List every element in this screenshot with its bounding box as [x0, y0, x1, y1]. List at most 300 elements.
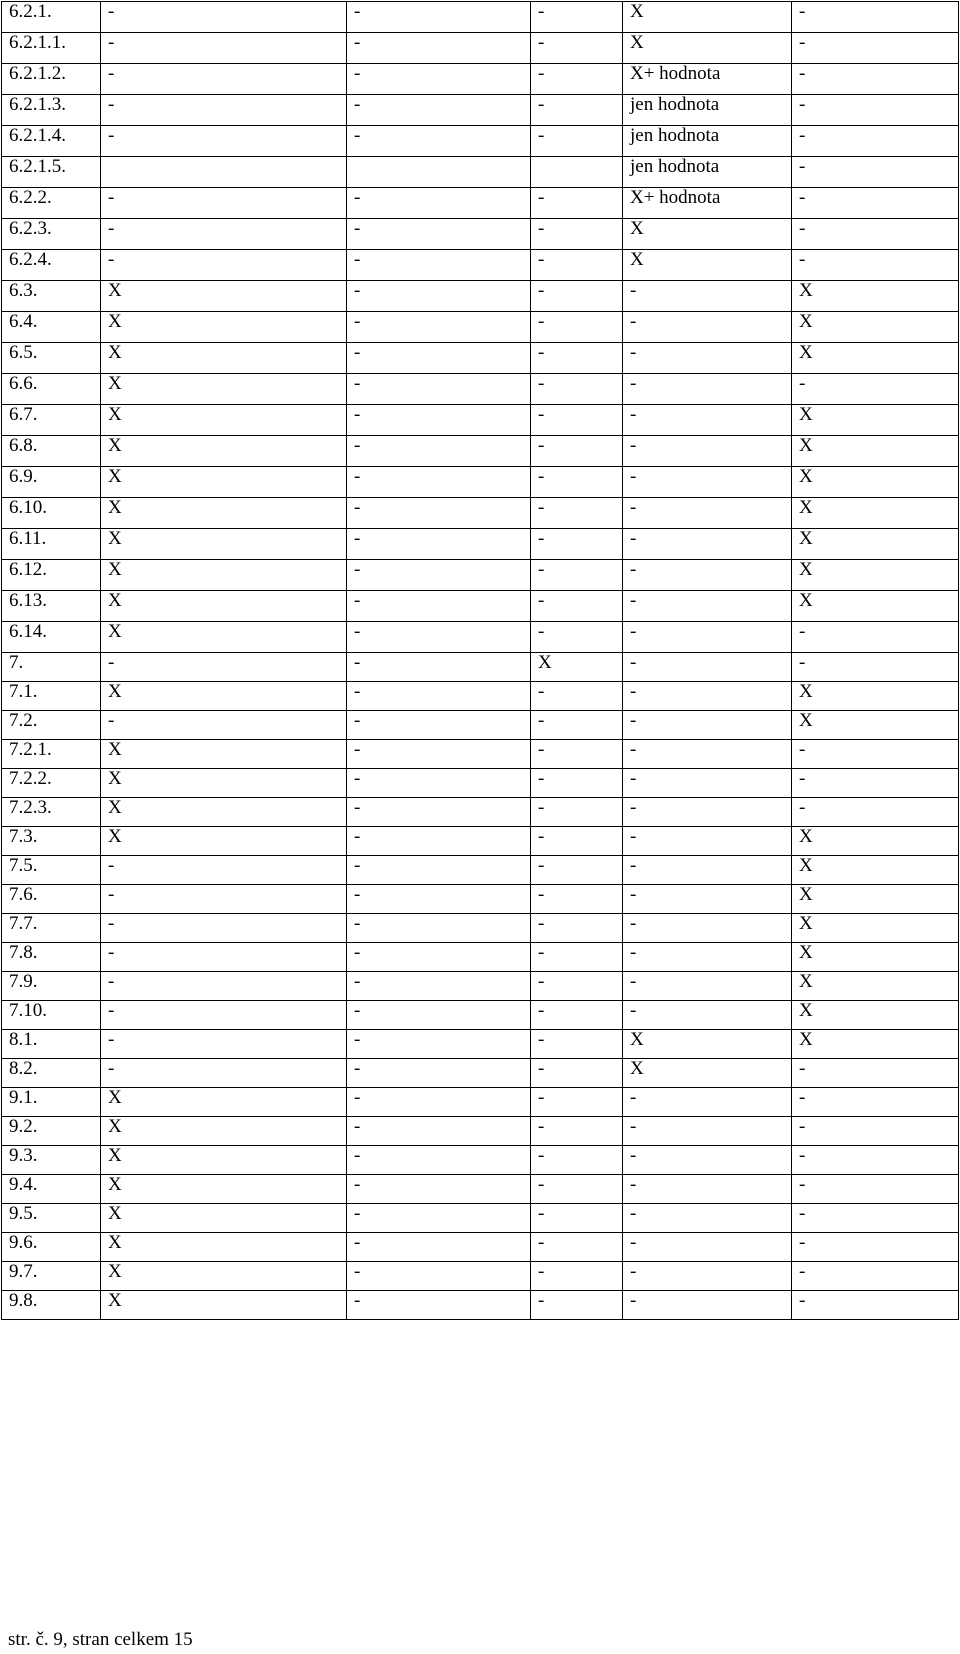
table-cell: -: [623, 682, 792, 711]
table-cell: X: [101, 312, 347, 343]
table-cell: -: [347, 281, 531, 312]
row-id-cell: 6.3.: [2, 281, 101, 312]
table-row: [2, 95, 959, 126]
table-cell: -: [623, 914, 792, 943]
table-cell: [101, 157, 347, 188]
table-cell: -: [347, 2, 531, 33]
table-cell: -: [623, 769, 792, 798]
table-cell: -: [531, 914, 623, 943]
table-cell: -: [623, 1175, 792, 1204]
table-cell: -: [623, 856, 792, 885]
table-cell: -: [347, 95, 531, 126]
table-cell: -: [531, 219, 623, 250]
table-cell: -: [347, 498, 531, 529]
row-id-cell: 6.4.: [2, 312, 101, 343]
table-cell: X: [623, 219, 792, 250]
table-cell: -: [623, 1146, 792, 1175]
table-row: [2, 1291, 959, 1320]
table-cell: X: [101, 1204, 347, 1233]
table-cell: -: [531, 560, 623, 591]
table-row: [2, 250, 959, 281]
row-id-cell: 7.6.: [2, 885, 101, 914]
row-id-cell: 6.13.: [2, 591, 101, 622]
table-cell: -: [531, 740, 623, 769]
table-row: [2, 2, 959, 33]
row-id-cell: 7.1.: [2, 682, 101, 711]
table-cell: -: [623, 498, 792, 529]
table-cell: -: [623, 1088, 792, 1117]
table-cell: X: [101, 405, 347, 436]
table-row: [2, 1233, 959, 1262]
table-cell: -: [101, 1030, 347, 1059]
table-cell: X: [101, 1175, 347, 1204]
table-cell: -: [531, 943, 623, 972]
table-row: [2, 436, 959, 467]
table-row: [2, 653, 959, 682]
row-id-cell: 9.6.: [2, 1233, 101, 1262]
table-cell: -: [101, 126, 347, 157]
table-cell: -: [347, 1088, 531, 1117]
table-row: [2, 374, 959, 405]
row-id-cell: 6.2.1.4.: [2, 126, 101, 157]
table-cell: X: [101, 1088, 347, 1117]
table-row: [2, 1204, 959, 1233]
table-cell: X: [792, 682, 959, 711]
table-row: [2, 281, 959, 312]
table-cell: -: [623, 436, 792, 467]
row-id-cell: 9.1.: [2, 1088, 101, 1117]
table-row: [2, 943, 959, 972]
table-cell: [531, 157, 623, 188]
table-row: [2, 914, 959, 943]
row-id-cell: 7.8.: [2, 943, 101, 972]
row-id-cell: 6.14.: [2, 622, 101, 653]
table-cell: X: [101, 281, 347, 312]
table-cell: -: [792, 1088, 959, 1117]
row-id-cell: 6.2.1.1.: [2, 33, 101, 64]
table-cell: X: [792, 529, 959, 560]
table-cell: -: [531, 64, 623, 95]
table-row: [2, 1088, 959, 1117]
row-id-cell: 6.2.3.: [2, 219, 101, 250]
table-cell: X: [623, 33, 792, 64]
table-cell: -: [531, 529, 623, 560]
table-cell: -: [792, 1204, 959, 1233]
table-cell: X: [101, 1233, 347, 1262]
table-cell: -: [531, 2, 623, 33]
table-row: [2, 740, 959, 769]
table-row: [2, 827, 959, 856]
table-cell: -: [101, 33, 347, 64]
table-cell: -: [792, 622, 959, 653]
row-id-cell: 6.2.2.: [2, 188, 101, 219]
table-cell: X: [792, 856, 959, 885]
table-cell: -: [623, 560, 792, 591]
row-id-cell: 7.2.2.: [2, 769, 101, 798]
table-cell: -: [623, 972, 792, 1001]
table-cell: -: [531, 467, 623, 498]
table-cell: -: [101, 653, 347, 682]
table-cell: X: [792, 498, 959, 529]
table-cell: -: [531, 1117, 623, 1146]
table-row: [2, 560, 959, 591]
table-cell: X: [101, 560, 347, 591]
table-cell: -: [623, 622, 792, 653]
row-id-cell: 7.2.: [2, 711, 101, 740]
table-cell: -: [101, 1059, 347, 1088]
table-cell: X: [101, 343, 347, 374]
table-cell: -: [531, 312, 623, 343]
table-cell: -: [347, 64, 531, 95]
page-number-footer: str. č. 9, stran celkem 15: [8, 1629, 193, 1650]
table-cell: -: [347, 622, 531, 653]
table-cell: X: [792, 312, 959, 343]
table-cell: X: [101, 1291, 347, 1320]
table-row: [2, 188, 959, 219]
table-row: [2, 1001, 959, 1030]
row-id-cell: 6.2.1.3.: [2, 95, 101, 126]
table-cell: -: [792, 1262, 959, 1291]
table-cell: -: [347, 885, 531, 914]
table-row: [2, 885, 959, 914]
table-cell: -: [531, 1030, 623, 1059]
table-cell: X: [792, 943, 959, 972]
table-cell: -: [792, 1117, 959, 1146]
table-cell: -: [347, 436, 531, 467]
row-id-cell: 6.8.: [2, 436, 101, 467]
table-cell: -: [347, 711, 531, 740]
table-cell: X: [792, 467, 959, 498]
table-cell: -: [347, 591, 531, 622]
table-row: [2, 591, 959, 622]
table-cell: -: [531, 1291, 623, 1320]
table-cell: -: [347, 33, 531, 64]
row-id-cell: 9.7.: [2, 1262, 101, 1291]
row-id-cell: 7.3.: [2, 827, 101, 856]
row-id-cell: 7.2.3.: [2, 798, 101, 827]
table-cell: -: [347, 219, 531, 250]
table-cell: X: [792, 591, 959, 622]
table-cell: -: [347, 653, 531, 682]
table-cell: -: [531, 33, 623, 64]
table-cell: X: [101, 798, 347, 827]
table-row: [2, 972, 959, 1001]
table-cell: X: [792, 827, 959, 856]
table-cell: -: [347, 312, 531, 343]
table-row: [2, 1146, 959, 1175]
table-cell: -: [531, 1001, 623, 1030]
table-cell: -: [347, 467, 531, 498]
table-cell: -: [347, 943, 531, 972]
table-cell: -: [531, 1059, 623, 1088]
table-cell: -: [531, 188, 623, 219]
table-cell: -: [623, 467, 792, 498]
table-row: [2, 157, 959, 188]
table-row: [2, 622, 959, 653]
table-cell: -: [347, 1175, 531, 1204]
table-cell: -: [531, 798, 623, 827]
table-cell: -: [347, 827, 531, 856]
table-cell: -: [531, 885, 623, 914]
row-id-cell: 6.6.: [2, 374, 101, 405]
table-cell: -: [101, 711, 347, 740]
table-cell: -: [531, 1233, 623, 1262]
table-cell: X: [101, 436, 347, 467]
table-cell: X: [101, 769, 347, 798]
table-cell: -: [347, 1117, 531, 1146]
table-cell: X: [101, 827, 347, 856]
table-cell: -: [623, 1001, 792, 1030]
table-cell: -: [347, 769, 531, 798]
table-cell: X: [101, 591, 347, 622]
table-cell: -: [347, 972, 531, 1001]
row-id-cell: 6.7.: [2, 405, 101, 436]
table-row: [2, 312, 959, 343]
table-cell: X: [101, 1146, 347, 1175]
table-cell: -: [623, 1291, 792, 1320]
table-cell: -: [347, 798, 531, 827]
table-cell: -: [623, 281, 792, 312]
table-cell: -: [101, 943, 347, 972]
table-cell: -: [347, 1204, 531, 1233]
table-cell: -: [623, 798, 792, 827]
table-cell: X: [623, 1030, 792, 1059]
table-cell: -: [347, 1030, 531, 1059]
table-cell: -: [623, 653, 792, 682]
table-cell: X: [531, 653, 623, 682]
table-cell: -: [531, 374, 623, 405]
table-row: [2, 711, 959, 740]
table-row: [2, 529, 959, 560]
table-cell: -: [101, 2, 347, 33]
table-row: [2, 1059, 959, 1088]
table-cell: -: [531, 95, 623, 126]
table-row: [2, 1030, 959, 1059]
table-cell: -: [792, 653, 959, 682]
table-cell: -: [531, 1262, 623, 1291]
table-row: [2, 769, 959, 798]
table-cell: X: [623, 2, 792, 33]
table-cell: -: [347, 374, 531, 405]
table-cell: -: [101, 914, 347, 943]
table-row: [2, 498, 959, 529]
table-cell: X: [792, 281, 959, 312]
table-cell: -: [792, 769, 959, 798]
table-cell: -: [531, 827, 623, 856]
table-cell: X: [101, 374, 347, 405]
table-cell: -: [623, 1262, 792, 1291]
table-cell: -: [792, 250, 959, 281]
row-id-cell: 8.1.: [2, 1030, 101, 1059]
table-cell: -: [347, 529, 531, 560]
table-cell: -: [347, 740, 531, 769]
table-cell: -: [531, 250, 623, 281]
table-cell: -: [531, 281, 623, 312]
table-cell: X: [623, 250, 792, 281]
table-row: [2, 219, 959, 250]
table-cell: -: [623, 711, 792, 740]
row-id-cell: 6.2.1.2.: [2, 64, 101, 95]
table-cell: jen hodnota: [623, 157, 792, 188]
table-row: [2, 64, 959, 95]
table-cell: -: [623, 885, 792, 914]
row-id-cell: 6.10.: [2, 498, 101, 529]
table-cell: -: [531, 711, 623, 740]
table-cell: -: [347, 343, 531, 374]
table-cell: X: [623, 1059, 792, 1088]
table-cell: X: [101, 467, 347, 498]
table-row: [2, 856, 959, 885]
table-cell: -: [347, 250, 531, 281]
table-cell: -: [792, 740, 959, 769]
table-cell: X: [101, 740, 347, 769]
row-id-cell: 8.2.: [2, 1059, 101, 1088]
row-id-cell: 6.11.: [2, 529, 101, 560]
table-cell: -: [792, 1233, 959, 1262]
table-row: [2, 798, 959, 827]
table-cell: X: [792, 885, 959, 914]
table-cell: X: [101, 1117, 347, 1146]
row-id-cell: 9.2.: [2, 1117, 101, 1146]
table-cell: jen hodnota: [623, 95, 792, 126]
table-cell: -: [531, 405, 623, 436]
table-cell: -: [623, 1233, 792, 1262]
table-cell: -: [531, 1088, 623, 1117]
table-cell: -: [347, 1291, 531, 1320]
table-row: [2, 682, 959, 711]
table-cell: -: [531, 1146, 623, 1175]
table-cell: X: [101, 529, 347, 560]
table-cell: [347, 157, 531, 188]
table-cell: -: [101, 95, 347, 126]
row-id-cell: 6.2.1.5.: [2, 157, 101, 188]
table-cell: -: [347, 188, 531, 219]
table-cell: -: [347, 126, 531, 157]
table-cell: -: [531, 126, 623, 157]
table-cell: -: [101, 856, 347, 885]
table-cell: -: [792, 798, 959, 827]
table-cell: -: [531, 436, 623, 467]
table-cell: X: [792, 405, 959, 436]
table-cell: -: [792, 219, 959, 250]
table-row: [2, 33, 959, 64]
row-id-cell: 9.5.: [2, 1204, 101, 1233]
table-cell: -: [101, 972, 347, 1001]
table-cell: -: [531, 622, 623, 653]
row-id-cell: 9.4.: [2, 1175, 101, 1204]
table-cell: -: [792, 1291, 959, 1320]
table-cell: -: [623, 591, 792, 622]
table-cell: -: [101, 250, 347, 281]
table-cell: X: [792, 972, 959, 1001]
table-cell: -: [623, 1117, 792, 1146]
table-cell: -: [347, 856, 531, 885]
table-cell: -: [531, 498, 623, 529]
table-row: [2, 405, 959, 436]
table-cell: X: [792, 1030, 959, 1059]
table-cell: -: [623, 827, 792, 856]
table-cell: -: [792, 188, 959, 219]
row-id-cell: 6.12.: [2, 560, 101, 591]
table-cell: -: [347, 1059, 531, 1088]
table-cell: -: [531, 591, 623, 622]
table-cell: -: [792, 1175, 959, 1204]
table-cell: -: [531, 682, 623, 711]
table-cell: -: [531, 1175, 623, 1204]
table-cell: -: [347, 560, 531, 591]
table-cell: -: [792, 1059, 959, 1088]
table-cell: -: [531, 1204, 623, 1233]
table-cell: X: [792, 343, 959, 374]
table-cell: jen hodnota: [623, 126, 792, 157]
table-cell: -: [792, 126, 959, 157]
table-row: [2, 343, 959, 374]
table-cell: -: [792, 2, 959, 33]
table-cell: -: [792, 1146, 959, 1175]
table-cell: -: [792, 374, 959, 405]
table-row: [2, 1262, 959, 1291]
row-id-cell: 6.5.: [2, 343, 101, 374]
table-cell: -: [101, 885, 347, 914]
row-id-cell: 7.7.: [2, 914, 101, 943]
table-cell: -: [347, 1001, 531, 1030]
row-id-cell: 7.2.1.: [2, 740, 101, 769]
table-cell: -: [347, 914, 531, 943]
row-id-cell: 7.9.: [2, 972, 101, 1001]
table-cell: X: [792, 560, 959, 591]
table-cell: X: [101, 1262, 347, 1291]
table-cell: -: [623, 740, 792, 769]
table-cell: X+ hodnota: [623, 188, 792, 219]
table-cell: X: [792, 1001, 959, 1030]
row-id-cell: 7.: [2, 653, 101, 682]
table-cell: X: [101, 498, 347, 529]
table-cell: -: [531, 769, 623, 798]
table-cell: X: [792, 914, 959, 943]
row-id-cell: 6.2.4.: [2, 250, 101, 281]
table-cell: -: [792, 33, 959, 64]
row-id-cell: 7.5.: [2, 856, 101, 885]
table-cell: -: [347, 405, 531, 436]
table-cell: -: [531, 856, 623, 885]
table-row: [2, 467, 959, 498]
table-cell: X: [792, 436, 959, 467]
data-table: [1, 1, 959, 1320]
table-cell: -: [623, 529, 792, 560]
row-id-cell: 7.10.: [2, 1001, 101, 1030]
table-row: [2, 126, 959, 157]
table-cell: -: [623, 312, 792, 343]
table-cell: -: [101, 188, 347, 219]
table-cell: X: [101, 622, 347, 653]
table-cell: -: [347, 1146, 531, 1175]
table-cell: -: [101, 1001, 347, 1030]
row-id-cell: 9.8.: [2, 1291, 101, 1320]
row-id-cell: 9.3.: [2, 1146, 101, 1175]
table-cell: X: [101, 682, 347, 711]
table-cell: -: [347, 1262, 531, 1291]
table-cell: -: [792, 64, 959, 95]
table-cell: -: [101, 64, 347, 95]
table-body: [2, 2, 959, 1320]
table-cell: -: [347, 682, 531, 711]
table-cell: X: [792, 711, 959, 740]
table-cell: -: [792, 95, 959, 126]
table-cell: -: [792, 157, 959, 188]
table-row: [2, 1117, 959, 1146]
table-row: [2, 1175, 959, 1204]
table-cell: -: [531, 972, 623, 1001]
